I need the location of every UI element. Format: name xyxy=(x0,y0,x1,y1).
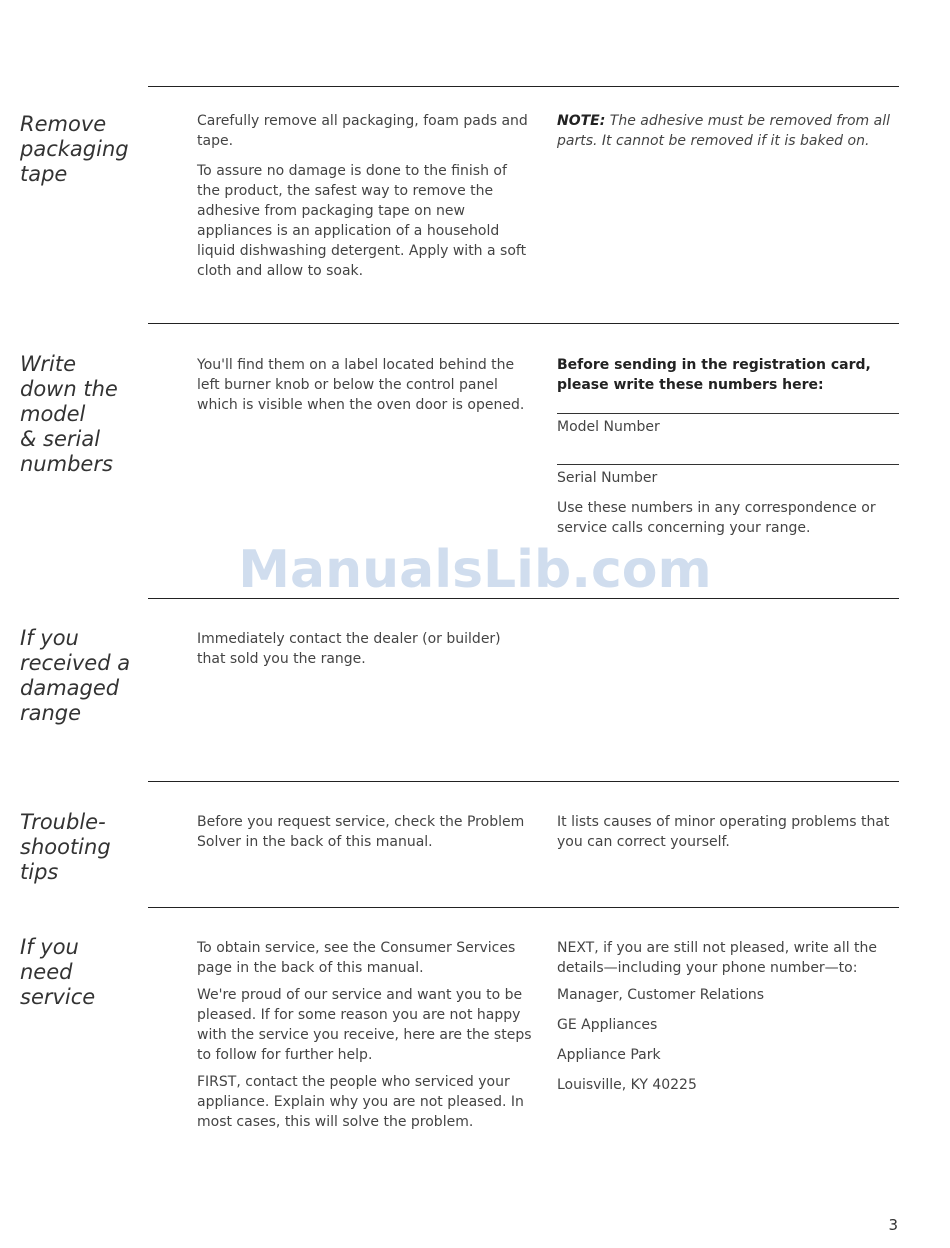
service-paragraph-1: To obtain service, see the Consumer Services page in the back of this manual. xyxy=(197,940,516,976)
address-line: GE Appliances xyxy=(557,1017,658,1033)
service-body xyxy=(197,938,532,1142)
damaged-body xyxy=(197,629,532,679)
packaging-paragraph-2: To assure no damage is done to the finish of the product, the safest way to remove the adhesive from packaging tape on new appliances is an application of a household liquid dishwashing detergent. Apply with a soft cloth and allow to soak. xyxy=(197,163,527,279)
page-number: 3 xyxy=(888,1216,898,1234)
section-heading-packaging: Remove packaging tape xyxy=(20,112,129,186)
note-label: NOTE: xyxy=(557,113,606,129)
troubleshooting-paragraph-1: Before you request service, check the Problem Solver in the back of this manual. xyxy=(197,814,525,850)
section-heading-damaged: If you received a damaged range xyxy=(20,626,131,725)
section-heading-serial: Write down the model & serial numbers xyxy=(20,352,118,476)
section-divider xyxy=(148,86,899,87)
note-body: The adhesive must be removed from all parts. It cannot be removed if it is baked on. xyxy=(557,113,890,149)
section-heading-troubleshooting: Trouble- shooting tips xyxy=(20,810,111,884)
registration-instruction: Before sending in the registration card, please write these numbers here: xyxy=(557,357,871,393)
section-divider xyxy=(148,598,899,599)
serial-number-line xyxy=(557,464,899,465)
serial-number-label: Serial Number xyxy=(557,470,658,486)
serial-form xyxy=(557,355,902,548)
packaging-body xyxy=(197,111,532,291)
model-number-label: Model Number xyxy=(557,419,660,435)
troubleshooting-body-right xyxy=(557,812,902,862)
packaging-paragraph-1: Carefully remove all packaging, foam pads and tape. xyxy=(197,113,528,149)
section-heading-service: If you need service xyxy=(20,935,96,1009)
address-line: Louisville, KY 40225 xyxy=(557,1077,697,1093)
packaging-note xyxy=(557,111,902,161)
model-number-line xyxy=(557,413,899,414)
troubleshooting-body xyxy=(197,812,532,862)
section-divider xyxy=(148,907,899,908)
serial-paragraph-1: You'll find them on a label located behind the left burner knob or below the control panel which is visible when the oven door is opened. xyxy=(197,357,525,413)
service-paragraph-4: NEXT, if you are still not pleased, write all the details—including your phone number—to: xyxy=(557,940,878,976)
troubleshooting-paragraph-2: It lists causes of minor operating problems that you can correct yourself. xyxy=(557,814,890,850)
serial-usage-note: Use these numbers in any correspondence or service calls concerning your range. xyxy=(557,500,876,536)
section-divider xyxy=(148,323,899,324)
service-paragraph-3: FIRST, contact the people who serviced your appliance. Explain why you are not pleased. In most cases, this will solve the problem. xyxy=(197,1074,524,1130)
section-divider xyxy=(148,781,899,782)
address-line: Manager, Customer Relations xyxy=(557,987,765,1003)
address-line: Appliance Park xyxy=(557,1047,661,1063)
serial-body xyxy=(197,355,532,425)
note-text xyxy=(557,111,902,151)
service-paragraph-2: We're proud of our service and want you to be pleased. If for some reason you are not happy with the service you receive, here are the steps to follow for further help. xyxy=(197,987,532,1063)
service-body-right xyxy=(557,938,902,1105)
damaged-paragraph-1: Immediately contact the dealer (or builder) that sold you the range. xyxy=(197,631,501,667)
watermark: ManualsLib.com xyxy=(238,540,712,600)
